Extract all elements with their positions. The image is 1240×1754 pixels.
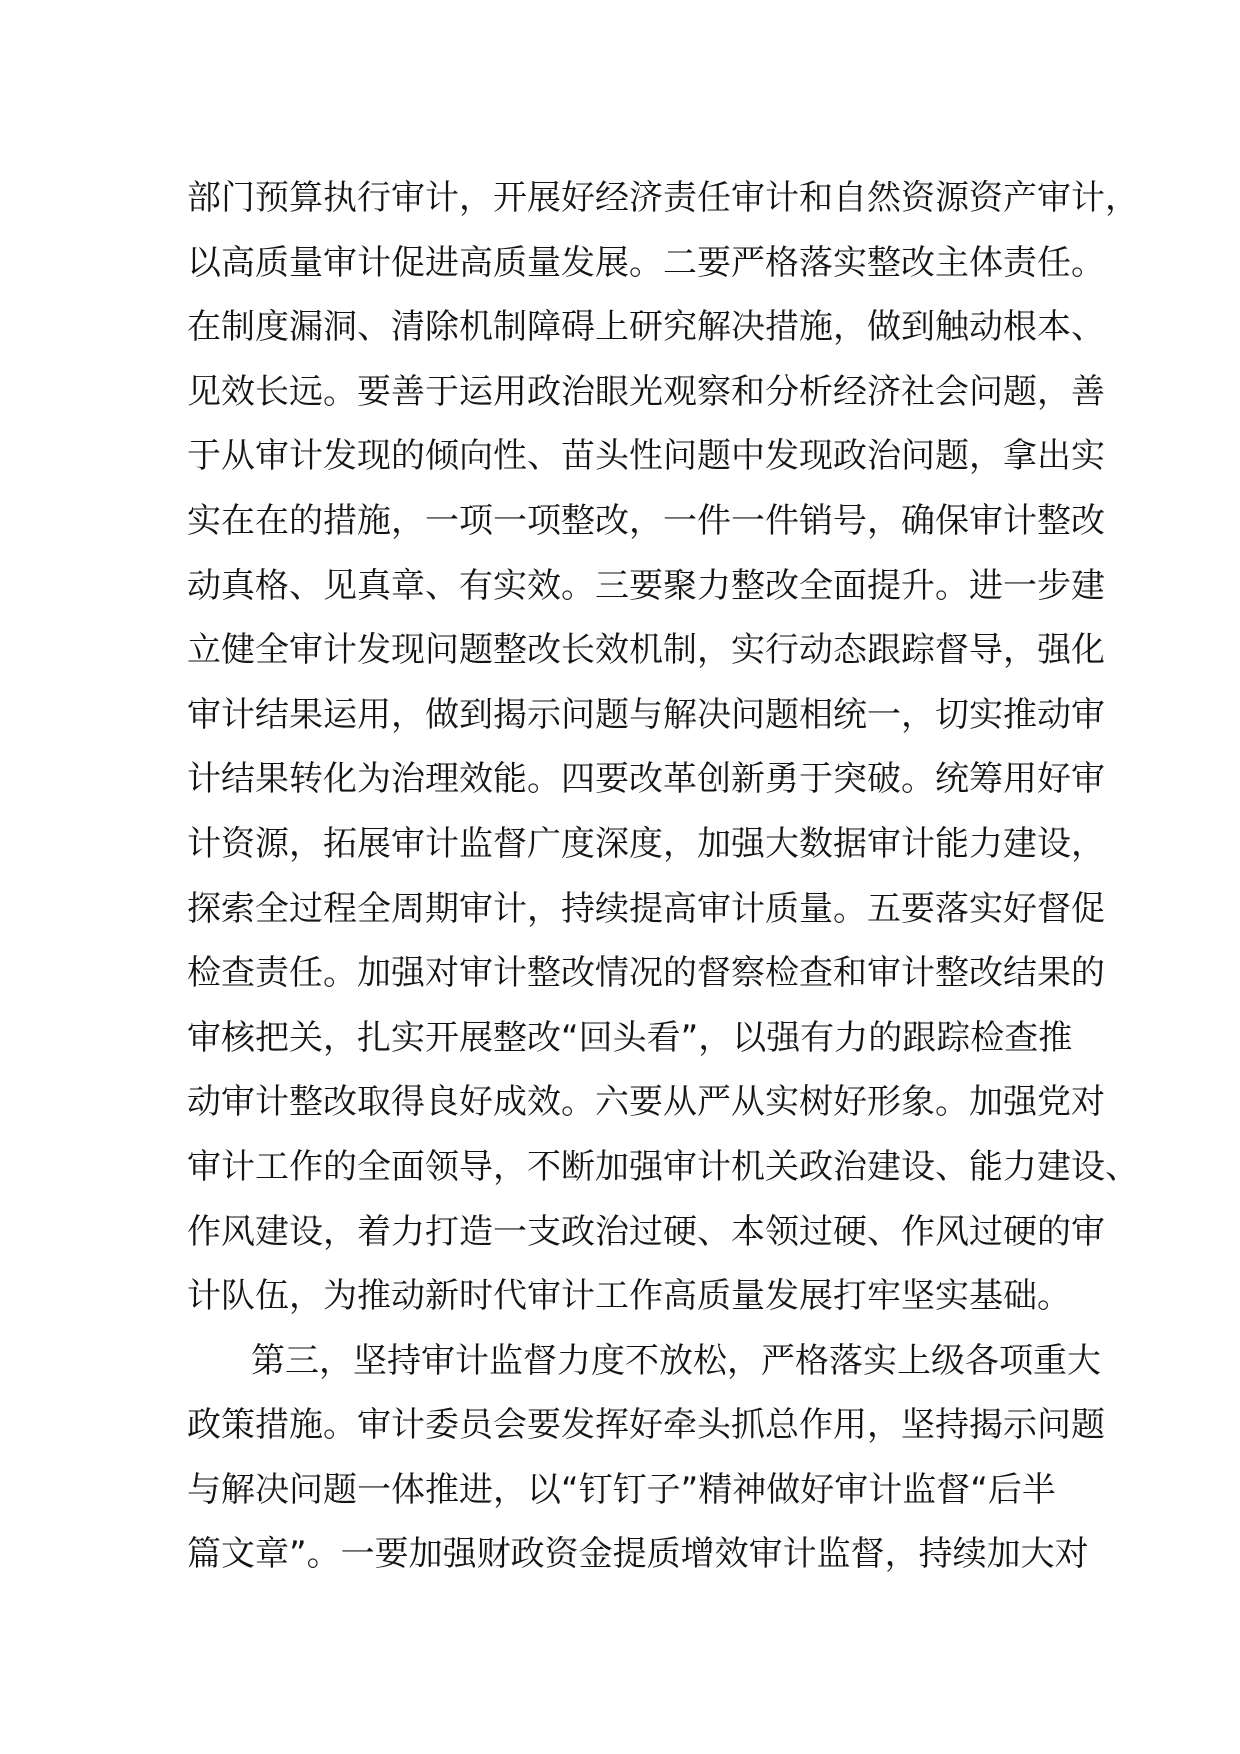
text-line: 见效长远。要善于运用政治眼光观察和分析经济社会问题，善 bbox=[187, 371, 1105, 412]
text-line: 于从审计发现的倾向性、苗头性问题中发现政治问题，拿出实 bbox=[187, 436, 1105, 477]
text-line: 计队伍，为推动新时代审计工作高质量发展打牢坚实基础。 bbox=[187, 1276, 1071, 1317]
text-line: 作风建设，着力打造一支政治过硬、本领过硬、作风过硬的审 bbox=[187, 1211, 1105, 1252]
text-line: 计结果转化为治理效能。四要改革创新勇于突破。统筹用好审 bbox=[187, 759, 1105, 800]
text-line: 检查责任。加强对审计整改情况的督察检查和审计整改结果的 bbox=[187, 953, 1105, 994]
text-line: 实在在的措施，一项一项整改，一件一件销号，确保审计整改 bbox=[187, 500, 1105, 541]
text-line: 动真格、见真章、有实效。三要聚力整改全面提升。进一步建 bbox=[187, 565, 1105, 606]
text-line: 计资源，拓展审计监督广度深度，加强大数据审计能力建设， bbox=[187, 823, 1105, 864]
paragraph-start-line: 第三，坚持审计监督力度不放松，严格落实上级各项重大 bbox=[251, 1340, 1101, 1381]
text-line: 在制度漏洞、清除机制障碍上研究解决措施，做到触动根本、 bbox=[187, 307, 1105, 348]
text-line: 审计工作的全面领导，不断加强审计机关政治建设、能力建设、 bbox=[187, 1146, 1139, 1187]
text-line: 立健全审计发现问题整改长效机制，实行动态跟踪督导，强化 bbox=[187, 630, 1105, 671]
text-line: 以高质量审计促进高质量发展。二要严格落实整改主体责任。 bbox=[187, 242, 1105, 283]
text-line: 审核把关，扎实开展整改“回头看”，以强有力的跟踪检查推 bbox=[187, 1017, 1073, 1058]
text-line: 政策措施。审计委员会要发挥好牵头抓总作用，坚持揭示问题 bbox=[187, 1405, 1105, 1446]
text-line: 篇文章”。一要加强财政资金提质增效审计监督，持续加大对 bbox=[187, 1534, 1089, 1575]
body-text bbox=[187, 166, 1139, 1587]
text-line: 审计结果运用，做到揭示问题与解决问题相统一，切实推动审 bbox=[187, 694, 1105, 735]
text-line: 探索全过程全周期审计，持续提高审计质量。五要落实好督促 bbox=[187, 888, 1105, 929]
text-line: 部门预算执行审计，开展好经济责任审计和自然资源资产审计， bbox=[187, 178, 1139, 218]
text-line: 动审计整改取得良好成效。六要从严从实树好形象。加强党对 bbox=[187, 1082, 1105, 1123]
text-line: 与解决问题一体推进，以“钉钉子”精神做好审计监督“后半 bbox=[187, 1469, 1056, 1510]
